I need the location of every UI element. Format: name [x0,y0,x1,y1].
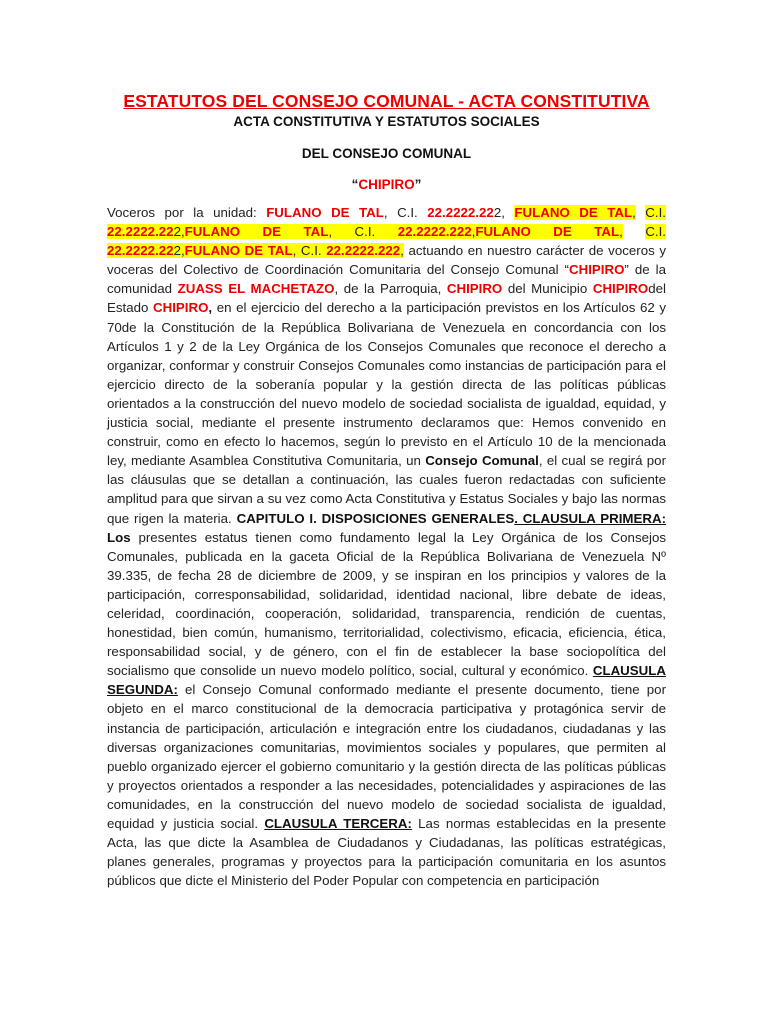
clause-heading: CLAUSULA SEGUNDA: [107,663,666,698]
community-name: CHIPIRO [358,177,415,192]
chapter-heading: CAPITULO I. DISPOSICIONES GENERALES [236,510,515,526]
state-name: CHIPIRO [153,300,209,316]
document-title: ESTATUTOS DEL CONSEJO COMUNAL - ACTA CONSTITUTIVA [123,91,650,111]
parish-name: CHIPIRO [446,281,503,297]
vocero-name: FULANO DE TAL [184,224,329,240]
vocero-name: FULANO DE TAL [266,205,384,220]
vocero-name: FULANO DE TAL [475,224,620,240]
subtitle-acta: ACTA CONSTITUTIVA Y ESTATUTOS SOCIALES [233,114,540,129]
bold-term: Consejo Comunal [425,453,539,469]
community-name: CHIPIRO [569,262,625,278]
clause-heading: CLAUSULA TERCERA: [264,816,412,831]
subtitle-community-name: “CHIPIRO” [351,177,422,192]
cedula-number: 22.2222.22 [107,243,174,259]
subtitle-consejo: DEL CONSEJO COMUNAL [301,146,472,161]
cedula-number: 22.2222.22 [427,205,494,220]
community-name: ZUASS EL MACHETAZO [177,281,335,297]
municipality-name: CHIPIRO [592,281,649,297]
vocero-name: FULANO DE TAL [514,205,633,220]
cedula-number: 22.2222.22 [107,224,174,240]
clause-heading: . CLAUSULA PRIMERA: [514,510,666,526]
cedula-number: 22.2222.222 [326,243,401,259]
body-paragraph: Voceros por la unidad: FULANO DE TAL, C.I. 22.2222.222, FULANO DE TAL, C.I. 22.2222.222,FULANO DE TAL, C.I. 22.2222.222,FULANO DE TAL, C.I. 22.2222.222,FULANO DE TAL, C.I. 22.2222.222, actuando en nuestro carácter de voceros y voceras del Colectivo de Coordinación Comunitaria del Consejo Comunal “CHIPIRO” de la comunidad ZUASS EL MACHETAZO, de la Parroquia, CHIPIRO del Municipio CHIPIROdel Estado CHIPIRO, en el ejercicio del derecho a la participación previstos en los Artículos 62 y 70de la Constitución de la República Bolivariana de Venezuela en concordancia con los Artículos 1 y 2 de la Ley Orgánica de los Consejos Comunales que reconoce el derecho a organizar, conformar y construir Consejos Comunales como instancias de participación para el ejercicio directo de la soberanía popular y la gestión directa de las políticas públicas orientados a la construcción del nuevo modelo de sociedad socialista de igualdad, equidad, y justicia social, mediante el presente instrumento declaramos que: Hemos convenido en construir, como en efecto lo hacemos, según lo previsto en el Artículo 10 de la mencionada ley, mediante Asamblea Constitutiva Comunitaria, un Consejo Comunal, el cual se regirá por las cláusulas que se detallan a continuación, las cuales fueron redactadas con suficiente amplitud para que sirvan a su vez como Acta Constitutiva y Estatus Sociales y bajo las normas que rigen la materia. CAPITULO I. DISPOSICIONES GENERALES. CLAUSULA PRIMERA: Los presentes estatus tienen como fundamento legal la Ley Orgánica de los Consejos Comunales, publicada en la gaceta Oficial de la República Bolivariana de Venezuela Nº 39.335, de fecha 28 de diciembre de 2009, y se inspiran en los principios y valores de la participación, corresponsabilidad, solidaridad, identidad nacional, libre debate de ideas, celeridad, coordinación, cooperación, solidaridad, transparencia, rendición de cuentas, honestidad, bien común, humanismo, territorialidad, colectivismo, eficacia, eficiencia, ética, responsabilidad social, y de género, con el fin de establecer la base sociopolítica del socialismo que consolide un nuevo modelo político, social, cultural y económico. CLAUSULA SEGUNDA: el Consejo Comunal conformado mediante el presente documento, tiene por objeto en el marco constitucional de la democracia participativa y protagónica servir de instancia de participación, articulación e integración entre los ciudadanos, ciudadanas y las diversas organizaciones comunitarias, movimientos sociales y populares, que permiten al pueblo organizado ejercer el gobierno comunitario y la gestión directa de las políticas públicas y proyectos orientados a responder a las necesidades, potencialidades y aspiraciones de las comunidades, en la construcción del nuevo modelo de sociedad socialista de igualdad, equidad y justicia social. CLAUSULA TERCERA: Las normas establecidas en la presente Acta, las que dicte la Asamblea de Ciudadanos y Ciudadanas, las políticas estratégicas, planes generales, programas y proyectos para la participación comunitaria en los asuntos públicos que dicte el Ministerio del Poder Popular con competencia en participación [107,205,667,889]
cedula-number: 22.2222.222 [397,224,472,240]
vocero-name: FULANO DE TAL [184,243,293,259]
